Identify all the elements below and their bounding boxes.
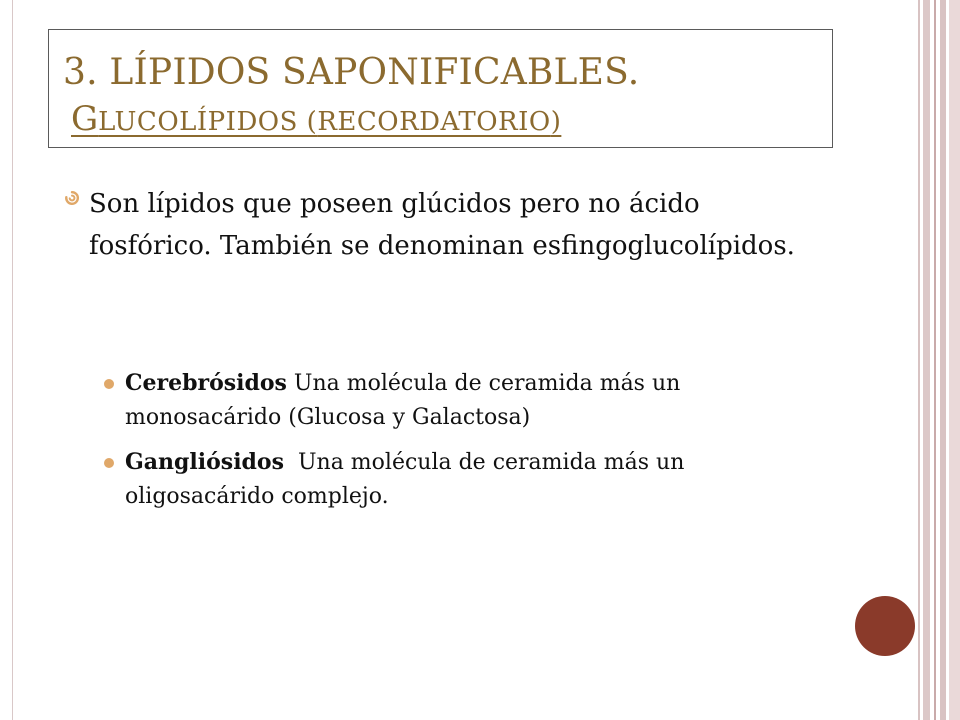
side-stripe	[940, 0, 946, 720]
main-bullet-item	[64, 183, 824, 267]
definition-cerebrosidos: Una molécula de ceramida más un monosacárido (Glucosa y Galactosa)	[125, 371, 681, 430]
list-item	[104, 445, 844, 514]
main-bullet-text: Son lípidos que poseen glúcidos pero no ácido fosfórico. También se denominan esfingoglucolípidos.	[89, 189, 795, 261]
dot-bullet-icon	[104, 458, 114, 468]
slide-title-line2	[71, 99, 561, 139]
list-item	[104, 366, 844, 435]
term-gangliosidos: Gangliósidos	[125, 449, 284, 475]
side-stripe	[934, 0, 936, 720]
title-paren-word: RECORDATORIO	[317, 107, 551, 137]
sub-bullet-text	[125, 445, 835, 514]
side-stripe	[949, 0, 960, 720]
title-close-paren: )	[550, 107, 562, 137]
side-stripe	[923, 0, 930, 720]
left-margin-rule	[12, 0, 13, 720]
term-cerebrosidos: Cerebrósidos	[125, 370, 287, 396]
swirl-bullet-icon	[64, 190, 80, 206]
side-stripe	[918, 0, 920, 720]
slide-title-box	[48, 29, 833, 148]
slide-title-line1: 3. LÍPIDOS SAPONIFICABLES.	[63, 52, 640, 93]
sub-bullet-text	[125, 366, 835, 435]
dot-bullet-icon	[104, 379, 114, 389]
sub-bullet-list	[104, 366, 844, 524]
definition-gangliosidos: Una molécula de ceramida más un oligosacárido complejo.	[125, 450, 692, 509]
title-rest: LUCOLÍPIDOS (	[98, 107, 318, 137]
decorative-circle	[855, 596, 915, 656]
title-initial: G	[71, 99, 99, 139]
